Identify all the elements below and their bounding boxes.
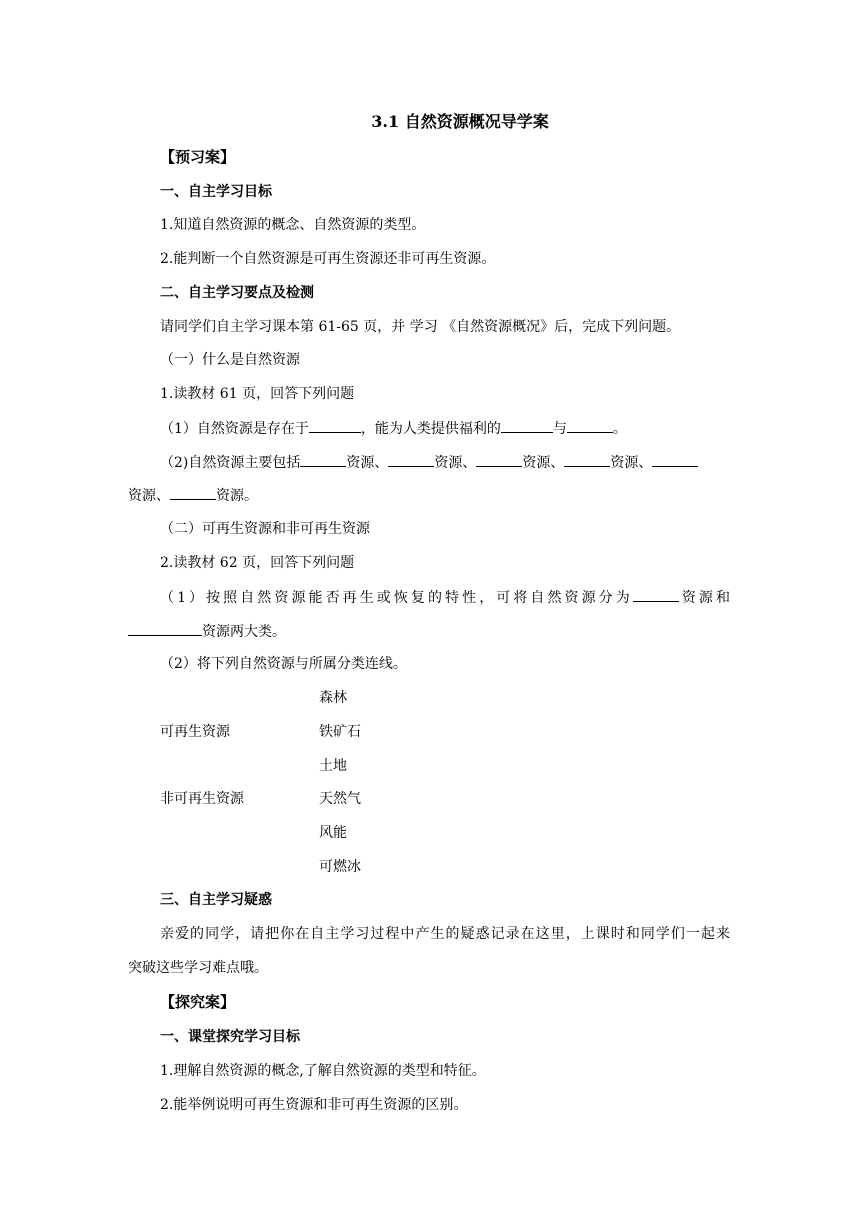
doubts-text-line-1: 亲爱的同学，请把你在自主学习过程中产生的疑惑记录在这里，上课时和同学们一起来 [160,926,730,942]
question-2-1-line-2 [128,621,286,642]
question-text: ，能为人类提供福利的 [360,421,501,437]
goal-item-1: 1.知道自然资源的概念、自然资源的类型。 [160,217,426,233]
question-text: 资源、 [346,455,389,471]
doubts-heading: 三、自主学习疑惑 [160,892,272,908]
explore-section-header: 【探究案】 [160,993,236,1011]
answer-blank[interactable] [564,452,610,467]
answer-blank[interactable] [170,485,216,500]
answer-blank[interactable] [309,418,361,433]
answer-blank[interactable] [128,621,202,636]
question-text: 资源两大类。 [202,624,286,640]
resource-item: 森林 [319,690,347,706]
preview-section-header: 【预习案】 [160,148,236,166]
class-goals-heading: 一、课堂探究学习目标 [160,1029,300,1045]
part-1-task: 1.读教材 61 页，回答下列问题 [160,386,355,402]
study-intro: 请同学们自主学习课本第 61-65 页，并 学习 《自然资源概况》后，完成下列问题。 [160,319,681,335]
document-title: 3.1 自然资源概况导学案 [371,112,549,131]
answer-blank[interactable] [567,418,613,433]
question-text: 资源、 [522,455,565,471]
question-text: 。 [612,421,627,437]
question-text: 与 [552,421,567,437]
question-text: 资源。 [216,488,258,504]
resource-item: 风能 [319,825,347,841]
part-2-task: 2.读教材 62 页，回答下列问题 [160,555,355,571]
question-text: 资源和 [678,590,730,606]
answer-blank[interactable] [300,452,346,467]
part-1-title: （一）什么是自然资源 [160,352,300,368]
category-renewable: 可再生资源 [160,724,230,740]
category-nonrenewable: 非可再生资源 [160,791,244,807]
class-goal-item-1: 1.理解自然资源的概念,了解自然资源的类型和特征。 [160,1063,486,1079]
goal-item-2: 2.能判断一个自然资源是可再生资源还非可再生资源。 [160,251,496,267]
question-1-2-line-2 [128,485,258,506]
resource-item: 天然气 [319,791,361,807]
resource-item: 可燃冰 [319,859,361,875]
question-text: （1）自然资源是存在于 [160,421,309,437]
question-1-2-line-1 [160,452,698,473]
answer-blank[interactable] [633,587,679,602]
answer-blank[interactable] [501,418,553,433]
part-2-title: （二）可再生资源和非可再生资源 [160,521,370,537]
resource-item: 土地 [319,758,347,774]
question-text: 资源、 [128,488,170,504]
key-points-heading: 二、自主学习要点及检测 [160,285,314,301]
answer-blank[interactable] [388,452,434,467]
question-2-2: （2）将下列自然资源与所属分类连线。 [160,656,407,672]
doubts-text-line-2: 突破这些学习难点哦。 [128,960,268,976]
question-text: （1）按照自然资源能否再生或恢复的特性，可将自然资源分为 [160,590,633,606]
self-study-goals-heading: 一、自主学习目标 [160,184,272,200]
question-text: 资源、 [434,455,477,471]
question-text: （2)自然资源主要包括 [160,455,301,471]
question-2-1-line-1 [160,587,730,608]
resource-item: 铁矿石 [319,724,361,740]
question-text: 资源、 [610,455,653,471]
question-1-1 [160,418,627,439]
class-goal-item-2: 2.能举例说明可再生资源和非可再生资源的区别。 [160,1097,468,1113]
answer-blank[interactable] [652,452,698,467]
answer-blank[interactable] [476,452,522,467]
